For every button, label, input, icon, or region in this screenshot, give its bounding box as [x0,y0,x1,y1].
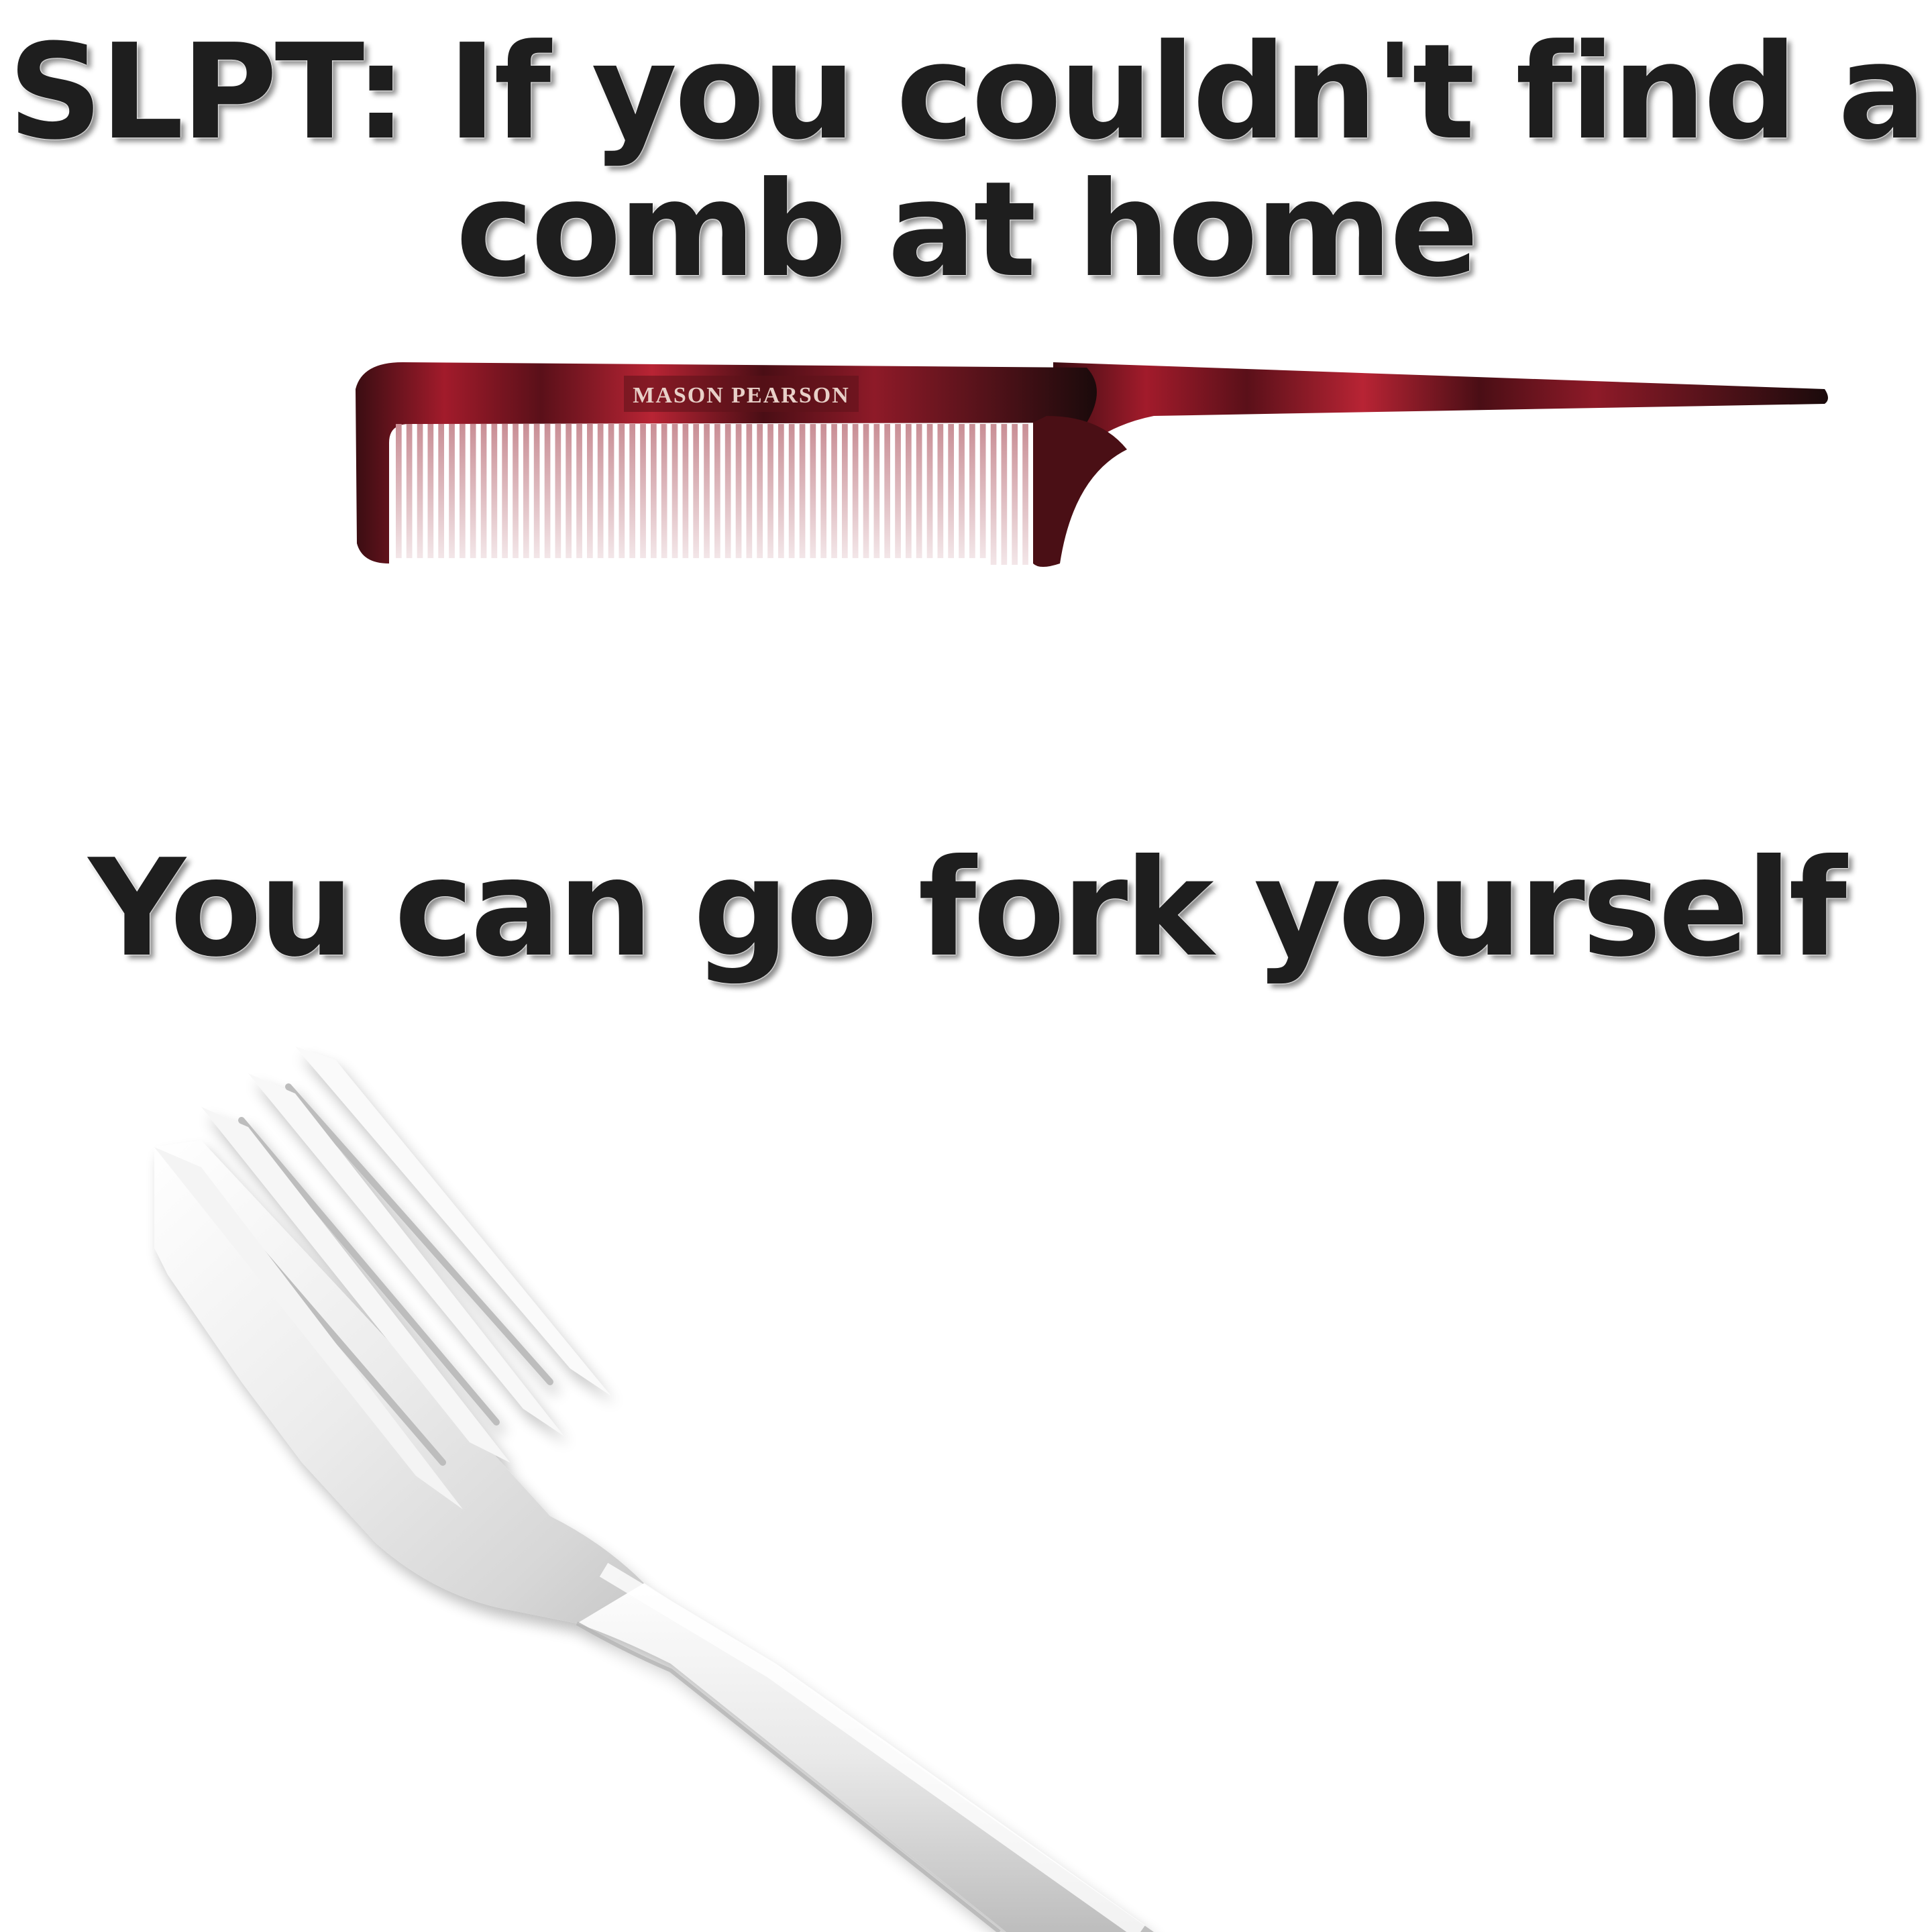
comb-tooth [820,424,826,558]
comb-tooth [725,424,731,558]
comb-tooth [460,424,466,558]
comb-tooth [1022,424,1028,565]
comb-brand-text: MASON PEARSON [633,383,850,408]
comb-tooth [396,424,402,558]
comb-tooth [534,424,540,558]
comb-tooth [587,424,593,558]
comb-tooth [863,424,869,558]
comb-tooth [810,424,816,558]
comb-tooth [916,424,922,558]
comb-tooth [767,424,773,558]
comb-tooth [842,424,848,558]
comb-tooth [959,424,965,558]
bottom-caption: You can go fork yourself [88,830,1844,987]
comb-tooth [789,424,795,558]
comb-tooth [800,424,806,558]
comb-tooth [576,424,582,558]
comb-tooth [566,424,572,558]
comb-tooth [927,424,933,558]
comb-tooth [598,424,604,558]
comb-tooth [991,424,997,565]
comb-tooth [513,424,519,558]
comb-tooth [1012,424,1018,565]
comb-tooth [672,424,678,558]
comb-tooth [895,424,901,558]
comb-tooth [640,424,646,558]
comb-end-cap [1033,416,1127,567]
comb-teeth [396,424,1028,565]
comb-tooth [470,424,476,558]
comb-tooth [629,424,635,558]
comb-tooth [428,424,434,558]
comb-tooth [980,424,986,558]
comb-tooth [778,424,784,558]
comb-tooth [747,424,753,558]
comb-tooth [545,424,551,558]
fork-icon [0,1046,1932,1932]
comb-tooth [651,424,657,558]
comb-tooth [874,424,880,558]
comb-tooth [608,424,614,558]
comb-tooth [938,424,944,558]
comb-tooth [683,424,689,558]
comb-icon [349,349,1825,590]
comb-tooth [884,424,890,558]
comb-tooth [502,424,508,558]
comb-tooth [523,424,529,558]
comb-tooth [704,424,710,558]
top-caption-line-1: SLPT: If you couldn't find a [7,16,1925,169]
comb-tooth [948,424,954,558]
comb-tooth [619,424,625,558]
comb-tooth [661,424,667,558]
comb-tooth [438,424,444,558]
comb-tooth [969,424,975,558]
comb-tooth [449,424,455,558]
comb-tooth [555,424,561,558]
comb-tooth [1002,424,1008,565]
comb-tooth [492,424,498,558]
comb-tooth [693,424,699,558]
top-caption-line-2: comb at home [455,154,1477,307]
fork-neck-highlight [604,1570,1140,1932]
comb-tooth [831,424,837,558]
comb-tooth [714,424,720,558]
comb-tooth [417,424,423,558]
comb-tooth [906,424,912,558]
comb-tooth [757,424,763,558]
comb-tooth [853,424,859,558]
comb-tooth [407,424,413,558]
top-caption [0,16,1932,307]
comb-handle [1053,362,1828,483]
comb-tooth [481,424,487,558]
comb-tooth [736,424,742,558]
